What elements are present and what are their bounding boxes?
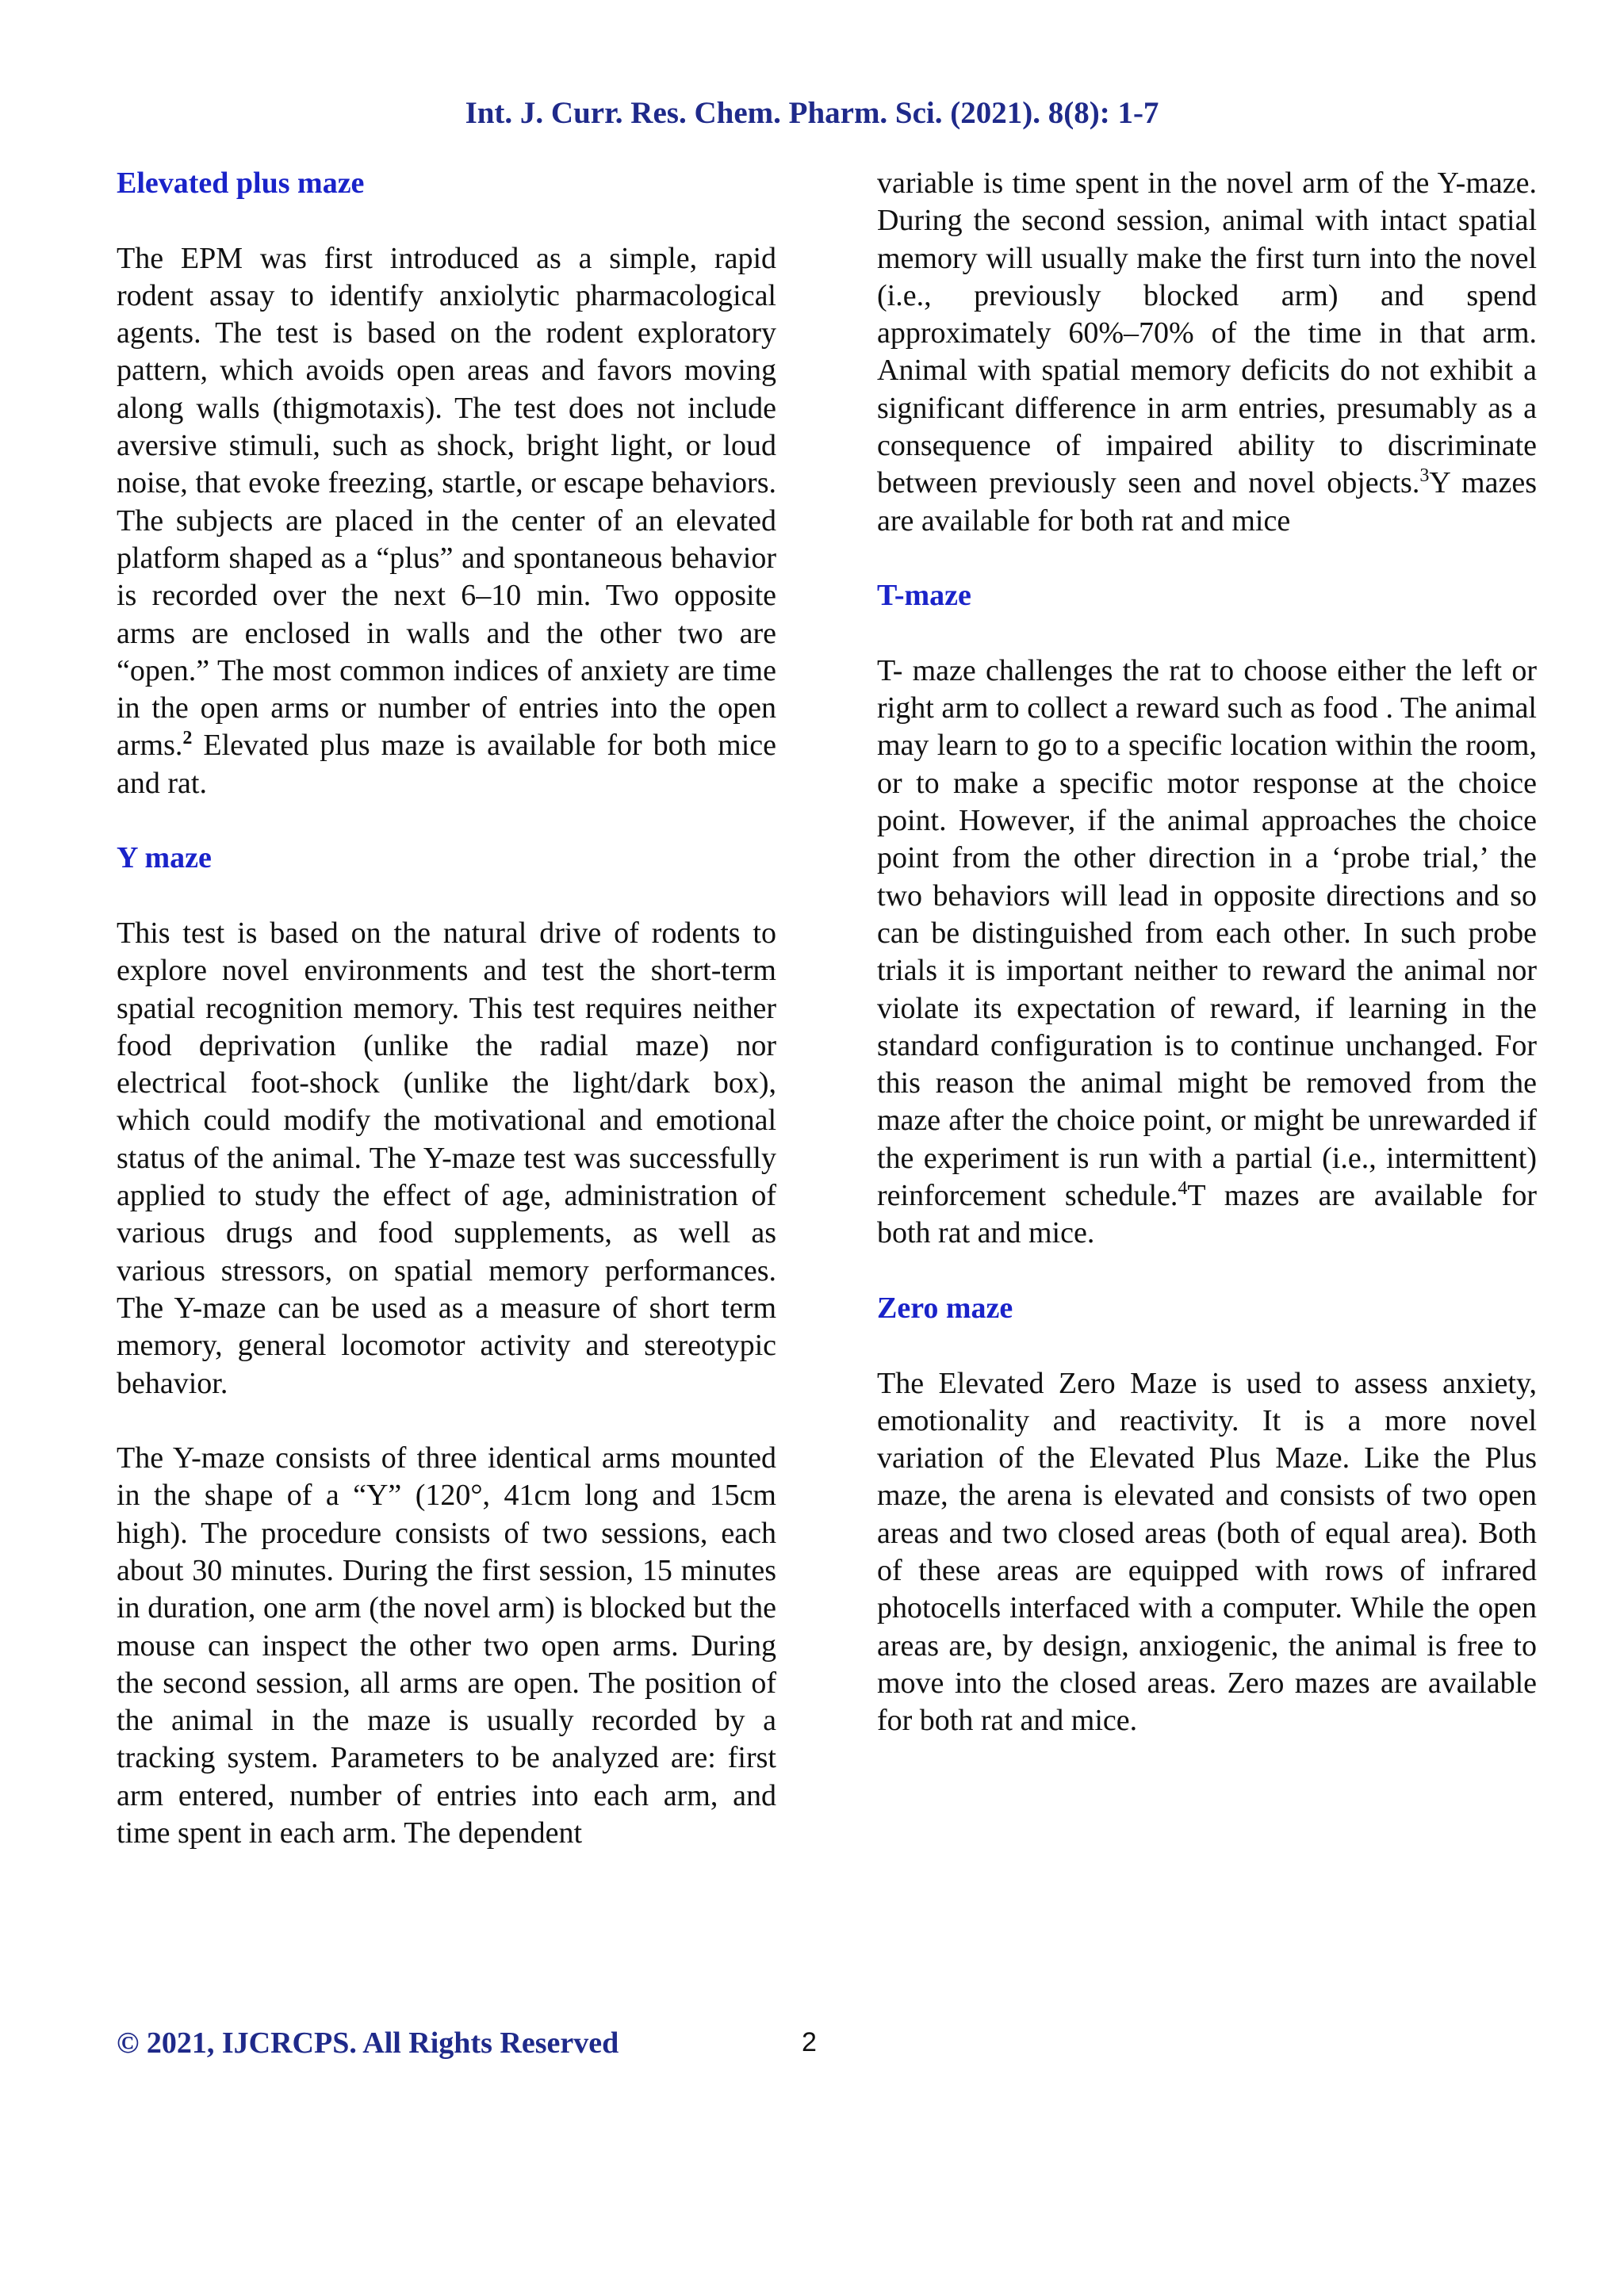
copyright-footer: © 2021, IJCRCPS. All Rights Reserved xyxy=(117,2026,619,2060)
ymaze-continued-text: variable is time spent in the novel arm of the Y-maze. During the second session, animal with intact spatial memory will usually make the first turn into the novel (i.e., previously blocked arm) and spend approximately 60%–70% of the time in that arm. Animal with spatial memory deficits do not exhibit a significant difference in arm entries, presumably as a consequence of impaired ability to discriminate between previously seen and novel objects. xyxy=(877,166,1537,500)
epm-text-tail: Elevated plus maze is available for both mice and rat. xyxy=(117,729,776,800)
ymaze-citation: 3 xyxy=(1419,465,1430,487)
heading-y-maze: Y maze xyxy=(117,841,212,875)
page-number: 2 xyxy=(802,2027,817,2057)
ymaze-continued-tail: Y mazes are available for both rat and mice xyxy=(877,466,1537,538)
ymaze-paragraph-2: The Y-maze consists of three identical arms mounted in the shape of a “Y” (120°, 41cm long and 15cm high). The procedure consists of two sessions, each about 30 minutes. During the first session, 15 minutes in duration, one arm (the novel arm) is blocked but the mouse can inspect the other two open arms. During the second session, all arms are open. The position of the animal in the maze is usually recorded by a tracking system. Parameters to be analyzed are: first arm entered, number of entries into each arm, and time spent in each arm. The dependent xyxy=(117,1441,776,1850)
journal-header: Int. J. Curr. Res. Chem. Pharm. Sci. (2021). 8(8): 1-7 xyxy=(465,96,1159,130)
right-column xyxy=(877,165,1537,1739)
ymaze-continued-paragraph xyxy=(877,165,1537,540)
tmaze-text: T- maze challenges the rat to choose either the left or right arm to collect a reward such as food . The animal may learn to go to a specific location within the room, or to make a specific motor response at the choice point. However, if the animal approaches the choice point from the other direction in a ‘probe trial,’ the two behaviors will lead in opposite directions and so can be distinguished from each other. In such probe trials it is important neither to reward the animal nor violate its expectation of reward, if learning in the standard configuration is to continue unchanged. For this reason the animal might be removed from the maze after the choice point, or might be unrewarded if the experiment is run with a partial (i.e., intermittent) reinforcement schedule. xyxy=(877,653,1537,1213)
epm-paragraph xyxy=(117,240,776,802)
heading-zero-maze: Zero maze xyxy=(877,1291,1013,1325)
epm-citation: 2 xyxy=(182,728,193,749)
tmaze-citation: 4 xyxy=(1178,1178,1188,1200)
heading-elevated-plus-maze: Elevated plus maze xyxy=(117,166,365,200)
zeromaze-paragraph: The Elevated Zero Maze is used to assess anxiety, emotionality and reactivity. It is a more novel variation of the Elevated Plus Maze. Like the Plus maze, the arena is elevated and consists of two open areas and two closed areas (both of equal area). Both of these areas are equipped with rows of infrared photocells interfaced with a computer. While the open areas are, by design, anxiogenic, the animal is free to move into the closed areas. Zero mazes are available for both rat and mice. xyxy=(877,1366,1537,1738)
tmaze-text-tail: T mazes are available for both rat and mice. xyxy=(877,1179,1537,1250)
epm-text: The EPM was first introduced as a simple, rapid rodent assay to identify anxiolytic pharmacological agents. The test is based on the rodent exploratory pattern, which avoids open areas and favors moving along walls (thigmotaxis). The test does not include aversive stimuli, such as shock, bright light, or loud noise, that evoke freezing, startle, or escape behaviors. The subjects are placed in the center of an elevated platform shaped as a “plus” and spontaneous behavior is recorded over the next 6–10 min. Two opposite arms are enclosed in walls and the other two are “open.” The most common indices of anxiety are time in the open arms or number of entries into the open arms. xyxy=(117,241,776,763)
tmaze-paragraph xyxy=(877,652,1537,1253)
heading-t-maze: T-maze xyxy=(877,579,971,613)
left-column xyxy=(117,165,776,1852)
ymaze-paragraph-1: This test is based on the natural drive of rodents to explore novel environments and test the short-term spatial recognition memory. This test requires neither food deprivation (unlike the radial maze) nor electrical foot-shock (unlike the light/dark box), which could modify the motivational and emotional status of the animal. The Y-maze test was successfully applied to study the effect of age, administration of various drugs and food supplements, as well as various stressors, on spatial memory performances. The Y-maze can be used as a measure of short term memory, general locomotor activity and stereotypic behavior. xyxy=(117,916,776,1400)
